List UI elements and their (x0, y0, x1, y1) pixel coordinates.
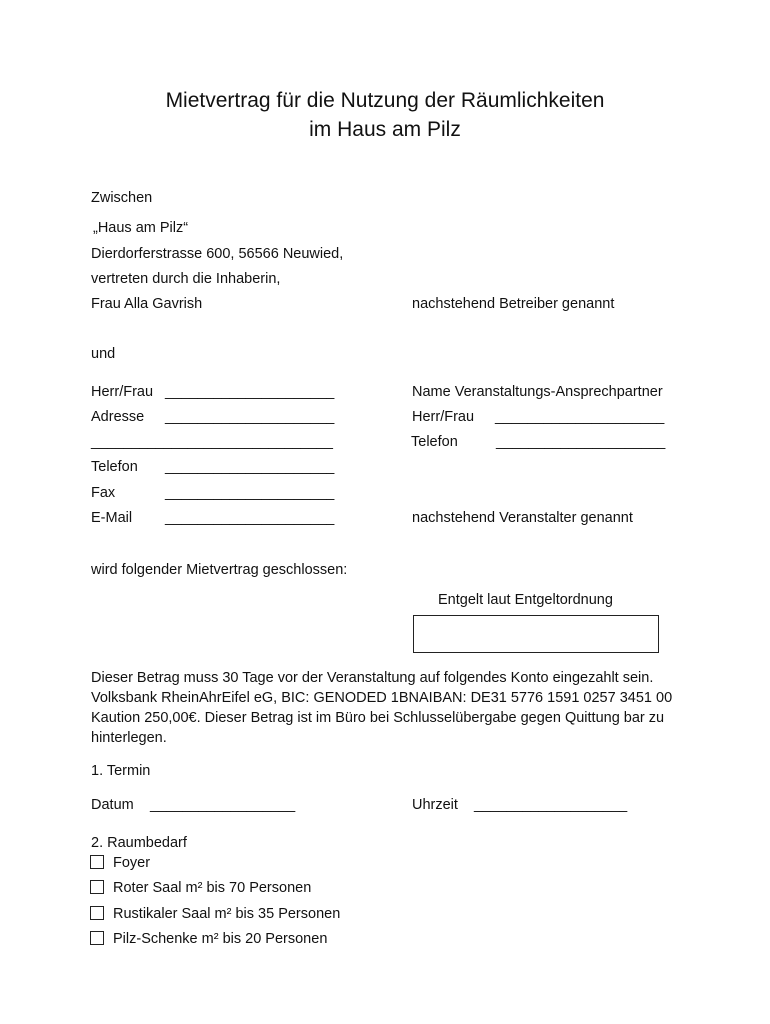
organizer-phone-field[interactable]: _____________________ (165, 459, 335, 475)
organizer-phone-label: Telefon (91, 459, 138, 475)
time-label: Uhrzeit (412, 797, 458, 813)
operator-represented: vertreten durch die Inhaberin, (91, 271, 281, 287)
contact-heading: Name Veranstaltungs-Ansprechpartner (412, 384, 663, 400)
operator-address: Dierdorferstrasse 600, 56566 Neuwied, (91, 246, 344, 262)
operator-name: „Haus am Pilz“ (93, 220, 189, 236)
contact-phone-label: Telefon (411, 434, 458, 450)
payment-line-2: Volksbank RheinAhrEifel eG, BIC: GENODED 1BNAIBAN: DE31 5776 1591 0257 3451 00 (91, 690, 673, 706)
contract-intro: wird folgender Mietvertrag geschlossen: (91, 562, 348, 578)
and-label: und (91, 346, 116, 362)
room-checkbox-foyer[interactable] (90, 855, 104, 869)
organizer-email-label: E-Mail (91, 510, 133, 526)
organizer-address-field-2[interactable]: ______________________________ (91, 434, 333, 450)
room-checkbox-rustikaler-saal[interactable] (90, 906, 104, 920)
organizer-fax-label: Fax (91, 485, 116, 501)
termin-heading: 1. Termin (91, 763, 151, 779)
contact-salutation-label: Herr/Frau (412, 409, 475, 425)
payment-line-1: Dieser Betrag muss 30 Tage vor der Veranstaltung auf folgendes Konto eingezahlt sein. (91, 670, 654, 686)
room-label-foyer: Foyer (113, 855, 151, 871)
title-line-1: Mietvertrag für die Nutzung der Räumlichkeiten (165, 89, 605, 112)
organizer-address-field[interactable]: _____________________ (165, 409, 335, 425)
contact-salutation-field[interactable]: _____________________ (495, 409, 665, 425)
organizer-salutation-label: Herr/Frau (91, 384, 154, 400)
organizer-designation: nachstehend Veranstalter genannt (412, 510, 633, 526)
title-line-2: im Haus am Pilz (309, 118, 461, 141)
operator-owner: Frau Alla Gavrish (91, 296, 203, 312)
organizer-email-field[interactable]: _____________________ (165, 510, 335, 526)
organizer-fax-field[interactable]: _____________________ (165, 485, 335, 501)
date-field[interactable]: __________________ (150, 797, 296, 813)
payment-line-4: hinterlegen. (91, 730, 167, 746)
organizer-address-label: Adresse (91, 409, 145, 425)
rooms-heading: 2. Raumbedarf (91, 835, 187, 851)
room-label-rustikaler-saal: Rustikaler Saal m² bis 35 Personen (113, 906, 341, 922)
operator-designation: nachstehend Betreiber genannt (412, 296, 615, 312)
room-checkbox-roter-saal[interactable] (90, 880, 104, 894)
room-label-pilz-schenke: Pilz-Schenke m² bis 20 Personen (113, 931, 328, 947)
payment-line-3: Kaution 250,00€. Dieser Betrag ist im Büro bei Schlusselübergabe gegen Quittung bar zu (91, 710, 665, 726)
fee-input-box[interactable] (413, 615, 659, 653)
between-label: Zwischen (91, 190, 153, 206)
date-label: Datum (91, 797, 134, 813)
room-label-roter-saal: Roter Saal m² bis 70 Personen (113, 880, 312, 896)
organizer-salutation-field[interactable]: _____________________ (165, 384, 335, 400)
contact-phone-field[interactable]: _____________________ (496, 434, 666, 450)
time-field[interactable]: ___________________ (474, 797, 628, 813)
fee-label: Entgelt laut Entgeltordnung (438, 592, 613, 608)
room-checkbox-pilz-schenke[interactable] (90, 931, 104, 945)
